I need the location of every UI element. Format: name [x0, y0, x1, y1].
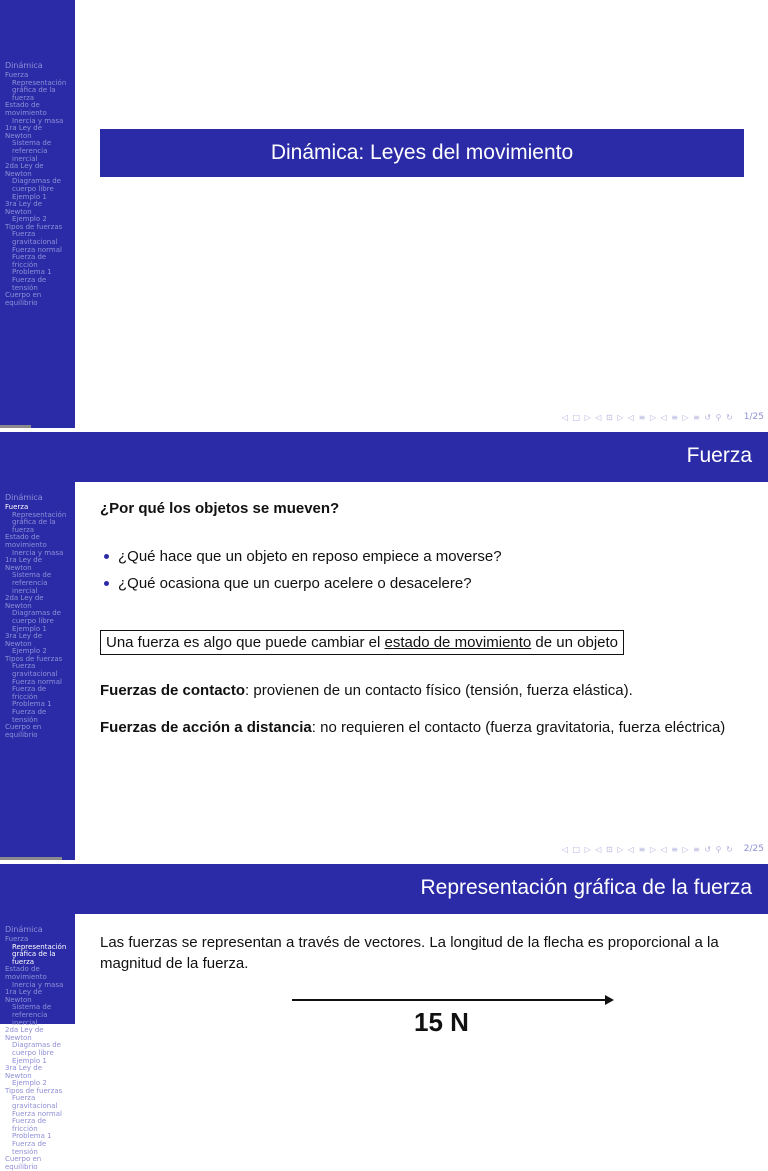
sidebar-item[interactable]: Fuerza de	[12, 276, 47, 285]
sidebar-item[interactable]: Newton	[5, 995, 32, 1004]
sidebar-item[interactable]: Newton	[5, 563, 32, 572]
frame-title-bar	[0, 864, 768, 914]
sidebar-item[interactable]: Cuerpo en	[5, 1155, 42, 1164]
sidebar-item-list	[5, 72, 75, 307]
sidebar-item[interactable]: movimiento	[5, 108, 47, 117]
contact-forces-description: : provienen de un contacto físico (tensión, fuerza elástica).	[245, 682, 633, 699]
sidebar-item[interactable]: Ejemplo 2	[12, 215, 47, 224]
sidebar-item[interactable]: inercial	[12, 586, 38, 595]
sidebar-item[interactable]: Fuerza	[5, 503, 29, 511]
sidebar-outline	[5, 482, 75, 739]
sidebar-item[interactable]: Representación	[12, 510, 67, 519]
bullet-list	[100, 548, 744, 592]
sidebar-item[interactable]: Fuerza de	[12, 685, 47, 694]
sidebar-item[interactable]: fuerza	[12, 957, 35, 966]
sidebar-item[interactable]: 2da Ley de	[5, 594, 44, 603]
sidebar-item[interactable]: Newton	[5, 131, 32, 140]
sidebar-item[interactable]: 1ra Ley de	[5, 556, 43, 565]
vector-explanation: Las fuerzas se representan a través de vectores. La longitud de la flecha es proporcional a la magnitud de la fuerza.	[100, 934, 719, 972]
sidebar-item[interactable]: Fuerza	[12, 1094, 36, 1103]
sidebar-item[interactable]: Newton	[5, 1033, 32, 1042]
sidebar-item[interactable]: tensión	[12, 283, 38, 292]
slide-content	[100, 500, 744, 517]
slide-1	[0, 0, 768, 428]
sidebar-section-dinamica[interactable]: Dinámica	[5, 493, 43, 502]
sidebar-item[interactable]: Ejemplo 1	[12, 1056, 47, 1065]
sidebar-item[interactable]: Newton	[5, 639, 32, 648]
force-vector-label: 15 N	[414, 1007, 469, 1037]
sidebar-item[interactable]: Newton	[5, 601, 32, 610]
sidebar-item[interactable]: Inercia y masa	[12, 116, 64, 125]
sidebar-item[interactable]: Representación	[12, 78, 67, 87]
sidebar-section-dinamica[interactable]: Dinámica	[5, 925, 43, 934]
bullet-block	[100, 548, 744, 602]
sidebar-item[interactable]: Problema 1	[12, 268, 52, 277]
sidebar-item[interactable]: Fuerza normal	[12, 677, 62, 686]
sidebar-item[interactable]: Tipos de fuerzas	[5, 1086, 63, 1095]
sidebar-item[interactable]: Problema 1	[12, 1132, 52, 1141]
sidebar-item[interactable]: Fuerza	[12, 230, 36, 239]
sidebar-item[interactable]: Fuerza	[12, 662, 36, 671]
sidebar-item[interactable]: Cuerpo en	[5, 723, 42, 732]
sidebar-item[interactable]: tensión	[12, 1147, 38, 1156]
sidebar-item[interactable]: Fuerza de	[12, 1140, 47, 1149]
sidebar-item[interactable]: Representación	[12, 942, 67, 951]
sidebar-item[interactable]: Ejemplo 2	[12, 1079, 47, 1088]
sidebar-item[interactable]: 2da Ley de	[5, 1026, 44, 1035]
sidebar-item[interactable]: Inercia y masa	[12, 980, 64, 989]
slide-3	[0, 864, 768, 1171]
question-heading: ¿Por qué los objetos se mueven?	[100, 500, 340, 517]
frame-title-bar	[0, 432, 768, 482]
sidebar-item[interactable]: fricción	[12, 260, 38, 269]
sidebar-item[interactable]: Sistema de	[12, 1003, 52, 1012]
beamer-nav-footer	[562, 412, 764, 422]
progress-bar	[0, 425, 31, 428]
sidebar-item-list	[5, 504, 75, 739]
sidebar-section-dinamica[interactable]: Dinámica	[5, 61, 43, 70]
list-item	[100, 548, 744, 565]
sidebar-item[interactable]: Tipos de fuerzas	[5, 222, 63, 231]
sidebar-item[interactable]: Inercia y masa	[12, 548, 64, 557]
sidebar-nav	[0, 0, 75, 428]
arrow-head-icon	[605, 995, 614, 1005]
sidebar-item[interactable]: Estado de	[5, 965, 40, 974]
sidebar-item[interactable]: referencia	[12, 578, 48, 587]
sidebar-item-list	[5, 936, 75, 1171]
sidebar-item[interactable]: Fuerza	[5, 71, 29, 79]
definition-text-after: de un objeto	[531, 634, 619, 651]
sidebar-item[interactable]: Ejemplo 1	[12, 624, 47, 633]
sidebar-item[interactable]: Estado de	[5, 533, 40, 542]
sidebar-item[interactable]: Problema 1	[12, 700, 52, 709]
sidebar-item[interactable]: Fuerza normal	[12, 245, 62, 254]
sidebar-item[interactable]: equilibrio	[5, 730, 38, 739]
sidebar-item[interactable]: 1ra Ley de	[5, 124, 43, 133]
page-number: 2/25	[743, 844, 764, 854]
definition-text-before: Una fuerza es algo que puede cambiar el	[106, 634, 385, 651]
sidebar-item[interactable]: Newton	[5, 207, 32, 216]
sidebar-item[interactable]: movimiento	[5, 540, 47, 549]
sidebar-item[interactable]: gravitacional	[12, 670, 58, 679]
frame-title: Representación gráfica de la fuerza	[420, 876, 752, 899]
frame-title: Fuerza	[686, 444, 752, 467]
progress-bar	[0, 857, 62, 860]
sidebar-item[interactable]: 3ra Ley de	[5, 632, 43, 641]
sidebar-item[interactable]: equilibrio	[5, 1162, 38, 1171]
presentation-title: Dinámica: Leyes del movimiento	[100, 129, 744, 177]
sidebar-item[interactable]: Cuerpo en	[5, 291, 42, 300]
sidebar-item[interactable]: Diagramas de	[12, 1041, 61, 1050]
sidebar-item[interactable]: gráfica de la	[12, 86, 56, 95]
sidebar-outline	[5, 914, 75, 1171]
sidebar-item[interactable]: Sistema de	[12, 571, 52, 580]
sidebar-item[interactable]: Ejemplo 2	[12, 647, 47, 656]
bullet-text: ¿Qué ocasiona que un cuerpo acelere o desacelere?	[118, 575, 472, 592]
definition-underlined: estado de movimiento	[384, 634, 532, 651]
distance-forces-paragraph	[100, 717, 744, 738]
sidebar-item[interactable]: inercial	[12, 154, 38, 163]
sidebar-item[interactable]: 3ra Ley de	[5, 1064, 43, 1073]
sidebar-item[interactable]: gráfica de la	[12, 518, 56, 527]
sidebar-item[interactable]: gravitacional	[12, 238, 58, 247]
sidebar-item[interactable]: tensión	[12, 715, 38, 724]
contact-forces-term: Fuerzas de contacto	[100, 682, 246, 699]
sidebar-item[interactable]: 2da Ley de	[5, 162, 44, 171]
slide-2	[0, 432, 768, 860]
sidebar-item[interactable]: Newton	[5, 169, 32, 178]
sidebar-item[interactable]: referencia	[12, 1010, 48, 1019]
sidebar-item[interactable]: 3ra Ley de	[5, 200, 43, 209]
page-number: 1/25	[743, 412, 764, 422]
force-vector-line	[292, 999, 610, 1001]
sidebar-item[interactable]: inercial	[12, 1018, 38, 1027]
sidebar-item[interactable]: cuerpo libre	[12, 1048, 54, 1057]
sidebar-item[interactable]: Fuerza de	[12, 253, 47, 262]
contact-forces-paragraph	[100, 680, 744, 701]
sidebar-item[interactable]: equilibrio	[5, 298, 38, 307]
beamer-nav-symbols[interactable]: ◁ □ ▷ ◁ ⊡ ▷ ◁ ≡ ▷ ◁ ≡ ▷ ≡ ↺ ⚲ ↻	[561, 412, 734, 422]
sidebar-item[interactable]: cuerpo libre	[12, 616, 54, 625]
force-definition-box	[100, 630, 624, 655]
sidebar-item[interactable]: gravitacional	[12, 1102, 58, 1111]
sidebar-outline	[5, 0, 75, 307]
bullet-icon	[104, 554, 109, 559]
sidebar-item[interactable]: gráfica de la	[12, 950, 56, 959]
definition-block	[100, 630, 744, 655]
sidebar-item[interactable]: referencia	[12, 146, 48, 155]
sidebar-item[interactable]: cuerpo libre	[12, 184, 54, 193]
bullet-text: ¿Qué hace que un objeto en reposo empiece a moverse?	[118, 548, 502, 565]
sidebar-item[interactable]: fuerza	[12, 93, 35, 102]
sidebar-item[interactable]: Newton	[5, 1071, 32, 1080]
sidebar-item[interactable]: Sistema de	[12, 139, 52, 148]
distance-forces-term: Fuerzas de acción a distancia	[100, 719, 312, 736]
beamer-nav-footer	[562, 844, 764, 854]
sidebar-item[interactable]: Fuerza de	[12, 708, 47, 717]
sidebar-item[interactable]: Ejemplo 1	[12, 192, 47, 201]
sidebar-nav	[0, 914, 75, 1171]
sidebar-item[interactable]: fricción	[12, 1124, 38, 1133]
list-item	[100, 575, 744, 592]
sidebar-item[interactable]: fuerza	[12, 525, 35, 534]
sidebar-item[interactable]: Estado de	[5, 101, 40, 110]
sidebar-item[interactable]: 1ra Ley de	[5, 988, 43, 997]
sidebar-nav	[0, 482, 75, 860]
sidebar-item[interactable]: Fuerza de	[12, 1117, 47, 1126]
beamer-nav-symbols[interactable]: ◁ □ ▷ ◁ ⊡ ▷ ◁ ≡ ▷ ◁ ≡ ▷ ≡ ↺ ⚲ ↻	[561, 844, 734, 854]
sidebar-item[interactable]: Diagramas de	[12, 609, 61, 618]
distance-forces-description: : no requieren el contacto (fuerza gravitatoria, fuerza eléctrica)	[311, 719, 726, 736]
sidebar-item[interactable]: fricción	[12, 692, 38, 701]
sidebar-item[interactable]: Diagramas de	[12, 177, 61, 186]
sidebar-item[interactable]: Fuerza normal	[12, 1109, 62, 1118]
sidebar-item[interactable]: Fuerza	[5, 935, 29, 943]
bullet-icon	[104, 581, 109, 586]
sidebar-item[interactable]: movimiento	[5, 972, 47, 981]
sidebar-item[interactable]: Tipos de fuerzas	[5, 654, 63, 663]
